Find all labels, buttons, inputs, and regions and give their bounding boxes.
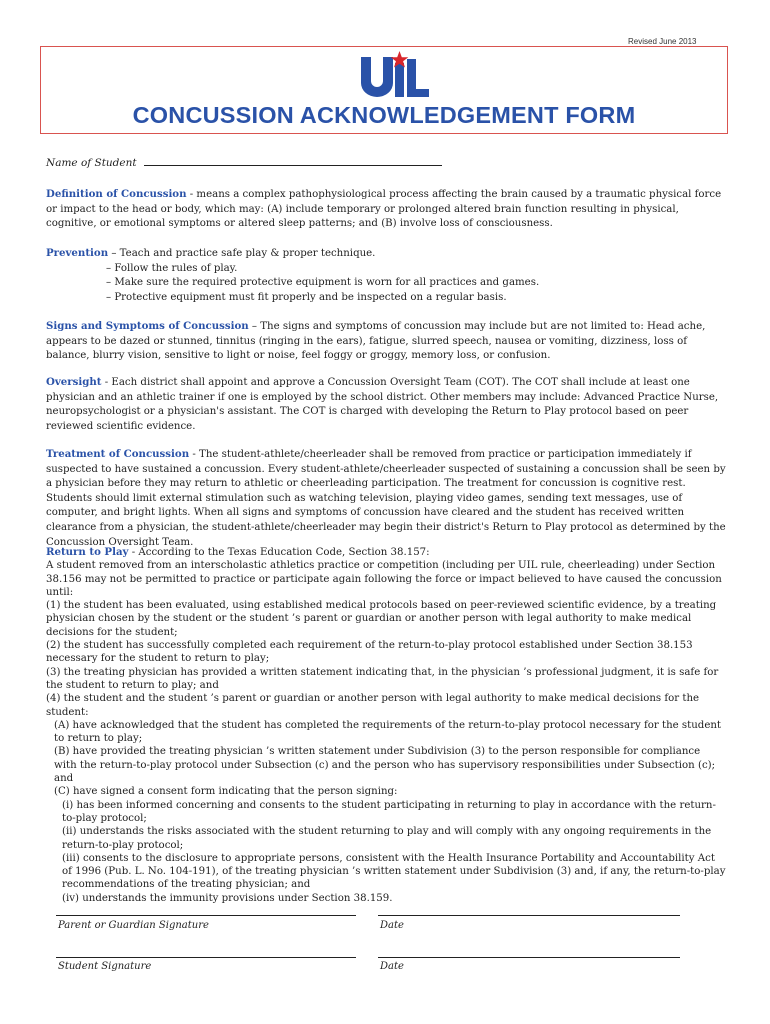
prevention-intro: – Teach and practice safe play & proper technique. bbox=[108, 248, 376, 259]
student-name-row bbox=[46, 156, 442, 169]
uil-logo-icon bbox=[355, 51, 431, 99]
treatment-text: - The student-athlete/cheerleader shall be removed from practice or participation immediately if suspected to have sustained a concussion. Every student-athlete/cheerleader suspected of sustaining a concussion shall be seen by a physician before they may return to athletic or cheerleading participation. The treatment for concussion is cognitive rest. Students should limit external stimulation such as watching television, playing video games, sending text messages, use of computer, and bright lights. When all signs and symptoms of concussion have cleared and the student has received written clearance from a physician, the student-athlete/cheerleader may begin their district's Return to Play protocol as determined by the Concussion Oversight Team. bbox=[46, 449, 726, 548]
oversight-label: Oversight bbox=[46, 376, 102, 388]
rtp-line: (B) have provided the treating physician ’s written statement under Subdivision (3) to the person responsible for compliance with the return-to-play protocol under Subsection (c) and the person who has supervisory responsibilities under Subsection (c); and bbox=[54, 746, 716, 785]
return-to-play-intro: - According to the Texas Education Code, Section 38.157: bbox=[128, 547, 430, 558]
definition-text: - means a complex pathophysiological process affecting the brain caused by a traumatic physical force or impact to the head or body, which may: (A) include temporary or prolonged altered brain function resulting in physical, cognitive, or emotional symptoms or altered sleep patterns; and (B) involve loss of consciousness. bbox=[46, 189, 722, 230]
definition-section bbox=[46, 187, 726, 232]
oversight-section bbox=[46, 375, 726, 434]
rtp-line: (A) have acknowledged that the student has completed the requirements of the return-to-play protocol necessary for the student to return to play; bbox=[54, 719, 721, 745]
rtp-line: (i) has been informed concerning and consents to the student participating in returning to play in accordance with the return-to-play protocol; bbox=[62, 799, 716, 824]
parent-signature-field[interactable] bbox=[56, 915, 356, 916]
definition-label: Definition of Concussion bbox=[46, 188, 187, 200]
parent-date-field[interactable] bbox=[378, 915, 680, 916]
return-to-play-label: Return to Play bbox=[46, 546, 129, 558]
revision-date: Revised June 2013 bbox=[628, 37, 697, 46]
rtp-line: (2) the student has successfully completed each requirement of the return-to-play protocol established under Section 38.153 necessary for the student to return to play; bbox=[46, 640, 693, 665]
student-name-field[interactable] bbox=[144, 156, 442, 166]
prevention-label: Prevention bbox=[46, 247, 109, 259]
student-signature-label: Student Signature bbox=[58, 961, 152, 972]
signs-section bbox=[46, 319, 726, 364]
treatment-section bbox=[46, 447, 726, 550]
prevention-item: – Follow the rules of play. bbox=[106, 262, 238, 274]
signs-text: – The signs and symptoms of concussion may include but are not limited to: Head ache, appears to be dazed or stunned, tinnitus (ringing in the ears), fatigue, slurred speech, nausea or vomiting, dizziness, loss of balance, blurry vision, sensitive to light or noise, feel foggy or groggy, memory loss, or confusion. bbox=[46, 321, 706, 362]
prevention-section bbox=[46, 246, 726, 305]
return-to-play-section bbox=[46, 546, 726, 905]
student-signature-field[interactable] bbox=[56, 957, 356, 958]
form-title: CONCUSSION ACKNOWLEDGEMENT FORM bbox=[132, 102, 636, 128]
rtp-line: (3) the treating physician has provided a written statement indicating that, in the physician ’s professional judgment, it is safe for the student to return to play; and bbox=[46, 666, 719, 691]
rtp-line: A student removed from an interscholastic athletics practice or competition (including per UIL rule, cheerleading) under Section 38.156 may not be permitted to practice or participate again following the force or impact believed to have caused the concussion until: bbox=[46, 560, 722, 598]
form-header bbox=[40, 46, 728, 134]
rtp-line: (4) the student and the student ’s parent or guardian or another person with legal authority to make medical decisions for the student: bbox=[46, 693, 700, 718]
parent-date-label: Date bbox=[380, 920, 404, 931]
student-date-field[interactable] bbox=[378, 957, 680, 958]
rtp-line: (ii) understands the risks associated with the student returning to play and will comply with any ongoing requirements in the return-to-play protocol; bbox=[62, 826, 712, 851]
oversight-text: - Each district shall appoint and approve a Concussion Oversight Team (COT). The COT shall include at least one physician and an athletic trainer if one is employed by the school district. Other members may include: Advanced Practice Nurse, neuropsychologist or a physician's assistant. The COT is charged with developing the Return to Play protocol based on peer reviewed scientific evidence. bbox=[46, 377, 719, 432]
rtp-line: (C) have signed a consent form indicating that the person signing: bbox=[54, 786, 398, 798]
rtp-line: (iii) consents to the disclosure to appropriate persons, consistent with the Health Insurance Portability and Accountability Act of 1996 (Pub. L. No. 104-191), of the treating physician ’s written statement under Subdivision (3) and, if any, the return-to-play recommendations of the treating physician; and bbox=[62, 852, 726, 891]
student-name-label: Name of Student bbox=[46, 157, 137, 169]
rtp-line: (1) the student has been evaluated, using established medical protocols based on peer-reviewed scientific evidence, by a treating physician chosen by the student or the student ’s parent or guardian or another person with legal authority to make medical decisions for the student; bbox=[46, 600, 717, 638]
rtp-line: (iv) understands the immunity provisions under Section 38.159. bbox=[62, 892, 393, 904]
student-date-label: Date bbox=[380, 961, 404, 972]
treatment-label: Treatment of Concussion bbox=[46, 448, 190, 460]
signs-label: Signs and Symptoms of Concussion bbox=[46, 320, 249, 332]
prevention-item: – Make sure the required protective equipment is worn for all practices and games. bbox=[106, 277, 540, 289]
parent-signature-label: Parent or Guardian Signature bbox=[58, 920, 209, 931]
prevention-item: – Protective equipment must fit properly and be inspected on a regular basis. bbox=[106, 291, 507, 303]
